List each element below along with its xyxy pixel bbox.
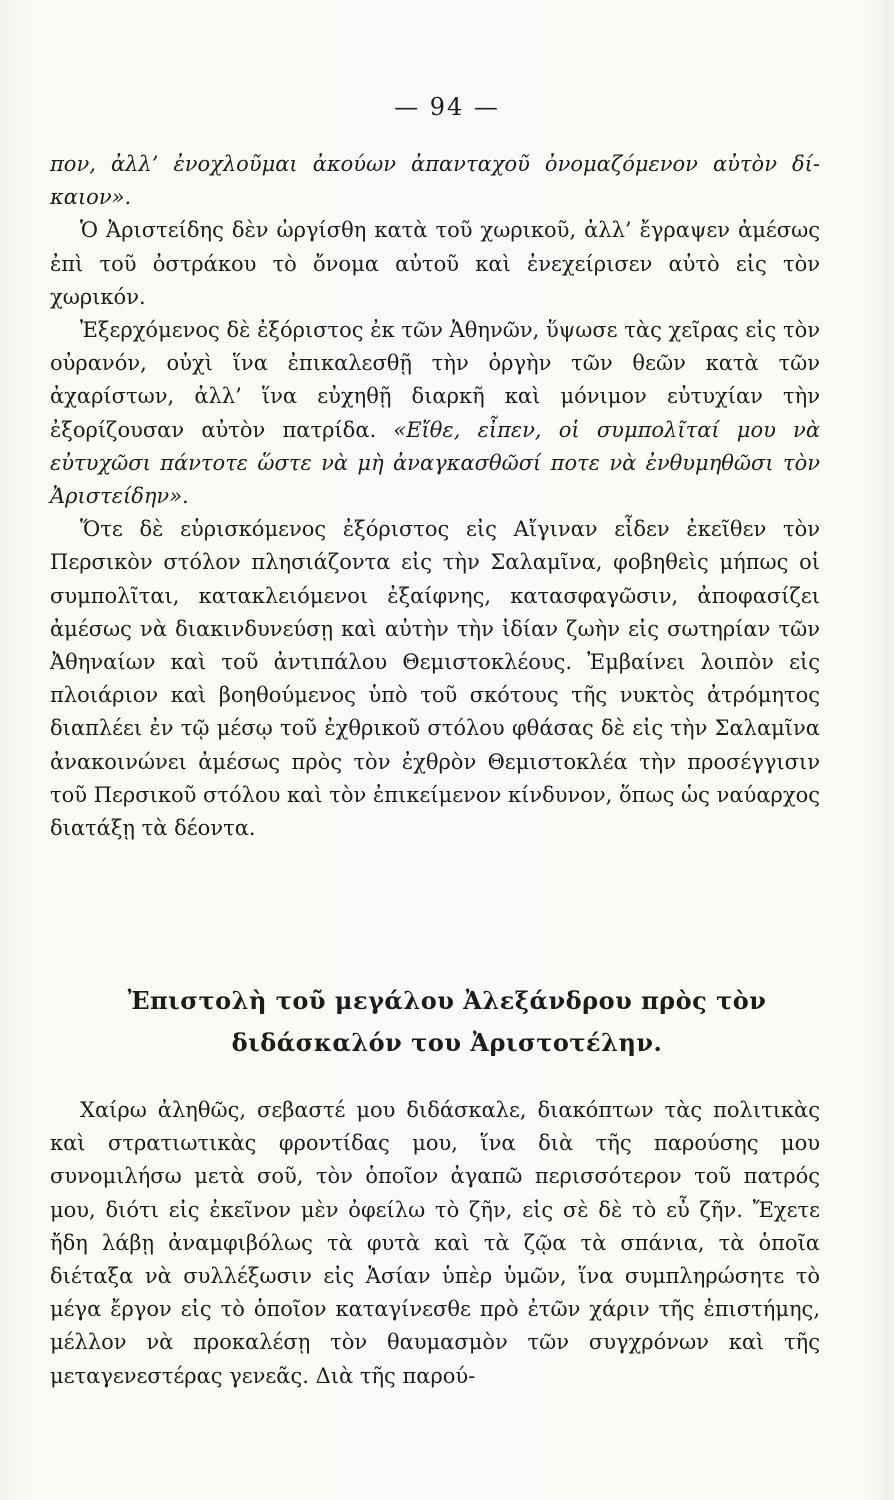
section-heading: Ἐπιστολὴ τοῦ μεγάλου Ἀλεξάνδρου πρὸς τὸν διδάσκαλόν του Ἀριστοτέλην.: [127, 986, 767, 1057]
paragraph-letter: Χαίρω ἀληθῶς, σεβαστέ μου διδάσκαλε, διακόπτων τὰς πολιτικὰς καὶ στρατιωτικὰς φροντίδας μου, ἵνα διὰ τῆς παρούσης μου συνομιλήσω μετὰ σοῦ, τὸν ὁποῖον ἀγαπῶ περισσότερον τοῦ πατρός μου, διότι εἰς ἐκεῖνον μὲν ὀφείλω τὸ ζῆν, εἰς σὲ δὲ τὸ εὖ ζῆν. Ἔχετε ἤδη λάβῃ ἀναμφιβόλως τὰ φυτὰ καὶ τὰ ζῷα τὰ σπάνια, τὰ ὁποῖα διέταξα νὰ συλλέξωσιν εἰς Ἀσίαν ὑπὲρ ὑμῶν, ἵνα συμπληρώσητε τὸ μέγα ἔργον εἰς τὸ ὁποῖον καταγίνεσθε πρὸ ἐτῶν χάριν τῆς ἐπιστήμης, μέλλον νὰ προκαλέσῃ τὸν θαυμασμὸν τῶν συγχρόνων καὶ τῆς μεταγενεστέρας γενεᾶς. Διὰ τῆς παρού-: [50, 1098, 820, 1388]
paragraph-aristeides-ostracon: Ὁ Ἀριστείδης δὲν ὠργίσθη κατὰ τοῦ χωρικοῦ, ἀλλ’ ἔγραψεν ἀμέσως ἐπὶ τοῦ ὀστράκου τὸ ὄνομα αὐτοῦ καὶ ἐνεχείρισεν αὐτὸ εἰς τὸν χωρικόν.: [50, 218, 820, 309]
letter-text: [50, 1094, 820, 1393]
exile-narrative: Ἐξερχόμενος δὲ ἐξόριστος ἐκ τῶν Ἀθηνῶν, ὕψωσε τὰς χεῖρας εἰς τὸν οὐρανόν, οὐχὶ ἵνα ἐπικαλεσθῇ τὴν ὀργὴν τῶν θεῶν κατὰ τῶν ἀχαρίστων, ἀλλ’ ἵνα εὐχηθῇ διαρκῆ καὶ μόνιμον εὐτυχίαν τὴν ἐξορίζουσαν αὐτὸν πατρίδα.: [50, 318, 820, 442]
paragraph-salamis: Ὅτε δὲ εὑρισκόμενος ἐξόριστος εἰς Αἴγιναν εἶδεν ἐκεῖθεν τὸν Περσικὸν στόλον πλησιάζοντα εἰς τὴν Σαλαμῖνα, φοβηθεὶς μήπως οἱ συμπολῖται, κατακλειόμενοι ἐξαίφνης, κατασφαγῶσιν, ἀποφασίζει ἀμέσως νὰ διακινδυνεύσῃ καὶ αὐτὴν τὴν ἰδίαν ζωὴν εἰς σωτηρίαν τῶν Ἀθηναίων καὶ τοῦ ἀντιπάλου Θεμιστοκλέους. Ἐμβαίνει λοιπὸν εἰς πλοιάριον καὶ βοηθούμενος ὑπὸ τοῦ σκότους τῆς νυκτὸς ἀτρόμητος διαπλέει ἐν τῷ μέσῳ τοῦ ἐχθρικοῦ στόλου φθάσας δὲ εἰς τὴν Σαλαμῖνα ἀνακοινώνει ἀμέσως πρὸς τὸν ἐχθρὸν Θεμιστοκλέα τὴν προσέγγισιν τοῦ Περσικοῦ στόλου καὶ τὸν ἐπικείμενον κίνδυνον, ὅπως ὡς ναύαρχος διατάξῃ τὰ δέοντα.: [50, 517, 820, 841]
paragraph-exile: [50, 314, 820, 513]
page-number: — 94 —: [394, 93, 500, 121]
body-text: [50, 148, 820, 845]
exile-quote: «Εἴθε, εἶπεν, οἱ συμπολῖταί μου νὰ εὐτυχῶσι πάντοτε ὥστε νὰ μὴ ἀναγκασθῶσί ποτε νὰ ἐνθυμηθῶσι τὸν Ἀριστείδην».: [50, 417, 821, 509]
paragraph-closing-quote: πον, ἀλλ’ ἐνοχλοῦμαι ἀκούων ἀπανταχοῦ ὀνομαζόμενον αὐτὸν δί-καιον».: [50, 152, 820, 210]
